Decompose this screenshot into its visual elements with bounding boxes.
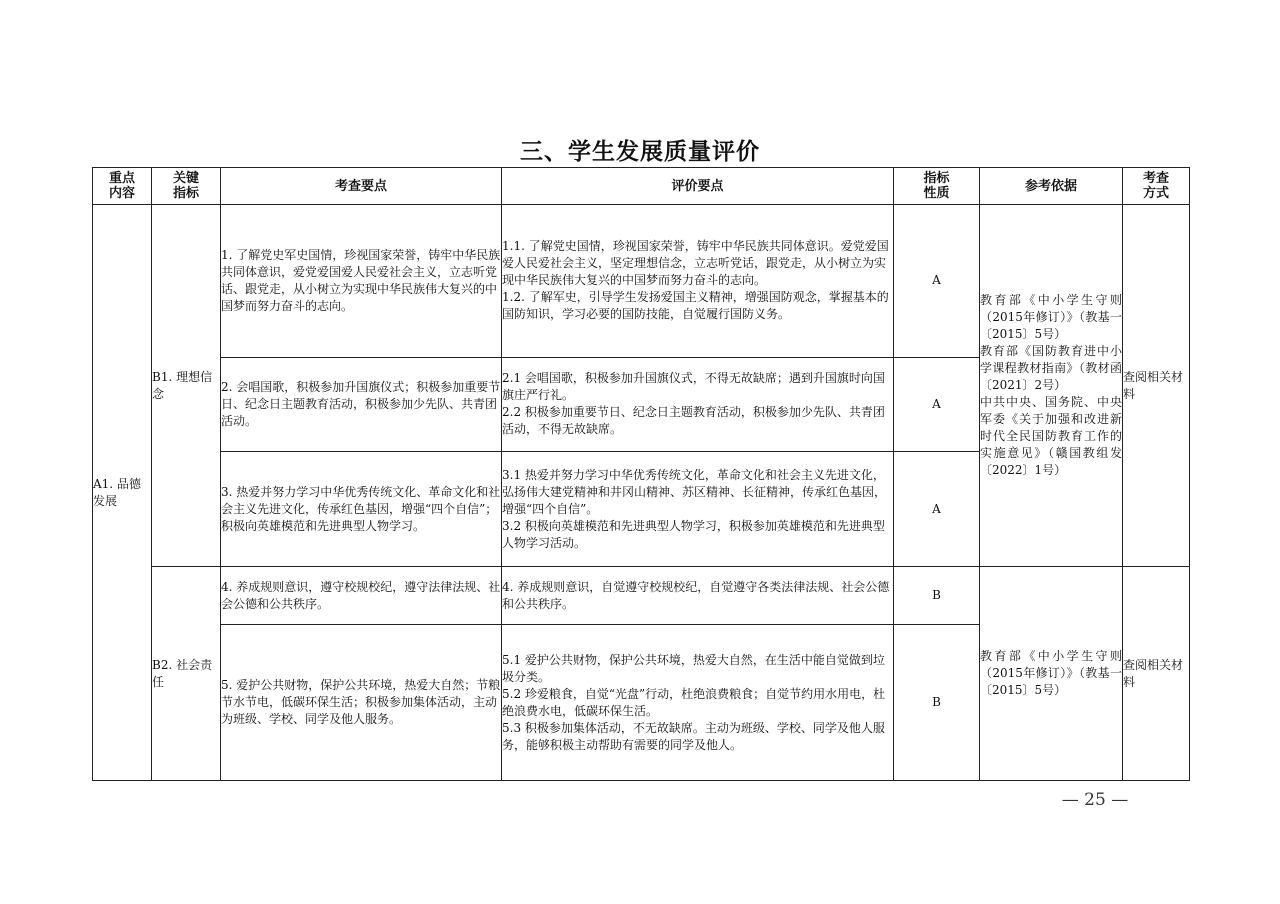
indicator-type-4: B [894,567,980,625]
header-basis: 参考依据 [980,168,1123,205]
table-row [93,567,1190,625]
header-focus: 重点 内容 [93,168,152,205]
check-point-4: 4. 养成规则意识，遵守校规校纪，遵守法律法规、社会公德和公共秩序。 [221,567,502,625]
table-header-row [93,168,1190,205]
focus-a1: A1. 品德发展 [93,205,152,781]
eval-point-2: 2.1 会唱国歌，积极参加升国旗仪式，不得无故缺席；遇到升国旗时向国旗庄严行礼。 2.2 积极参加重要节日、纪念日主题教育活动，积极参加少先队、共青团活动，不得无故缺席。 [502,357,894,451]
method-1: 查阅相关材料 [1123,205,1190,567]
page-number: — 25 — [1061,790,1129,810]
eval-point-1: 1.1. 了解党史国情，珍视国家荣誉，铸牢中华民族共同体意识。爱党爱国爱人民爱社会主义，坚定理想信念，立志听党话，跟党走，从小树立为实现中华民族伟大复兴的中国梦而努力奋斗的志向。 1.2. 了解军史，引导学生发扬爱国主义精神，增强国防观念，掌握基本的国防知识，学习必要的国防技能，自觉履行国防义务。 [502,205,894,358]
indicator-type-3: A [894,451,980,566]
key-b2: B2. 社会责任 [152,567,221,781]
header-method: 考查 方式 [1123,168,1190,205]
check-point-5: 5. 爱护公共财物，保护公共环境，热爱大自然；节粮节水节电，低碳环保生活；积极参加集体活动，主动为班级、学校、同学及他人服务。 [221,625,502,781]
evaluation-table [92,167,1190,781]
page-title: 三、学生发展质量评价 [520,139,760,165]
header-prop: 指标 性质 [894,168,980,205]
indicator-type-5: B [894,625,980,781]
check-point-2: 2. 会唱国歌，积极参加升国旗仪式；积极参加重要节日、纪念日主题教育活动，积极参加少先队、共青团活动。 [221,357,502,451]
header-eval: 评价要点 [502,168,894,205]
basis-1: 教育部《中小学生守则（2015年修订）》（教基一〔2015〕5号） 教育部《国防教育进中小学课程教材指南》（教材函〔2021〕2号） 中共中央、国务院、中央军委《关于加强和改进新时代全民国防教育工作的实施意见》（赣国教组发〔2022〕1号） [980,205,1123,567]
basis-2: 教育部《中小学生守则（2015年修订）》（教基一〔2015〕5号） [980,567,1123,781]
check-point-1: 1. 了解党史军史国情，珍视国家荣誉，铸牢中华民族共同体意识，爱党爱国爱人民爱社会主义，立志听党话、跟党走，从小树立为实现中华民族伟大复兴的中国梦而努力奋斗的志向。 [221,205,502,358]
eval-point-4: 4. 养成规则意识，自觉遵守校规校纪，自觉遵守各类法律法规、社会公德和公共秩序。 [502,567,894,625]
eval-point-5: 5.1 爱护公共财物，保护公共环境，热爱大自然，在生活中能自觉做到垃圾分类。 5.2 珍爱粮食，自觉“光盘”行动，杜绝浪费粮食；自觉节约用水用电，杜绝浪费水电，低碳环保生活。 5.3 积极参加集体活动，不无故缺席。主动为班级、学校、同学及他人服务，能够积极主动帮助有需要的同学及他人。 [502,625,894,781]
header-key: 关键 指标 [152,168,221,205]
table-row [93,205,1190,358]
eval-point-3: 3.1 热爱并努力学习中华优秀传统文化，革命文化和社会主义先进文化，弘扬伟大建党精神和井冈山精神、苏区精神、长征精神，传承红色基因，增强“四个自信”。 3.2 积极向英雄模范和先进典型人物学习，积极参加英雄模范和先进典型人物学习活动。 [502,451,894,566]
key-b1: B1. 理想信念 [152,205,221,567]
indicator-type-1: A [894,205,980,358]
check-point-3: 3. 热爱并努力学习中华优秀传统文化、革命文化和社会主义先进文化，传承红色基因，增强“四个自信”；积极向英雄模范和先进典型人物学习。 [221,451,502,566]
method-2: 查阅相关材料 [1123,567,1190,781]
indicator-type-2: A [894,357,980,451]
header-points: 考查要点 [221,168,502,205]
